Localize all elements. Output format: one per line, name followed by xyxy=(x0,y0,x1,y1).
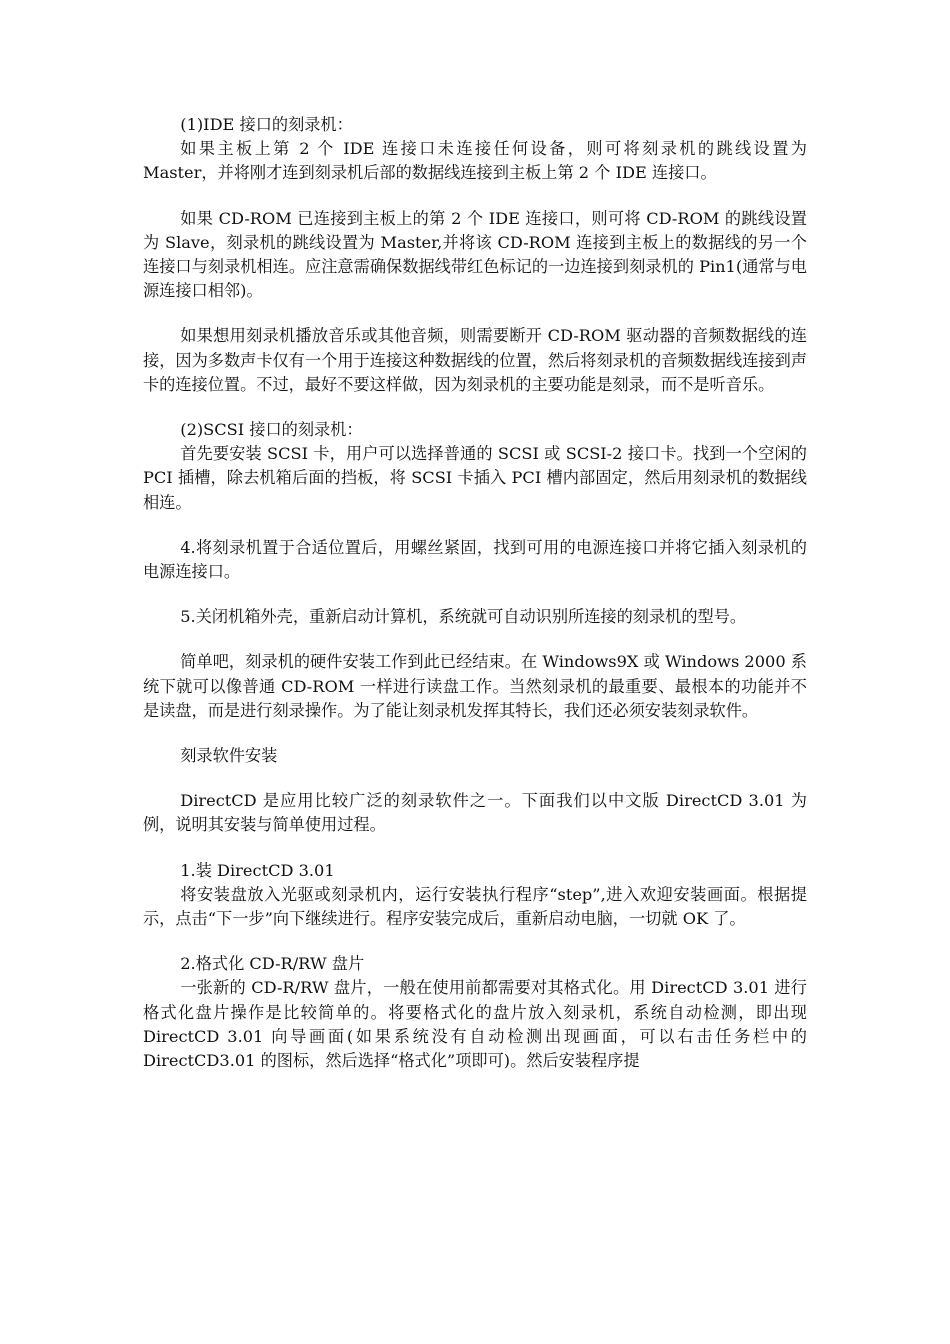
section-heading-install: 1.装 DirectCD 3.01 xyxy=(180,860,335,880)
paragraph-gap xyxy=(143,838,807,859)
paragraph-audio-cable: 如果想用刻录机播放音乐或其他音频，则需要断开 CD-ROM 驱动器的音频数据线的连接，因为多数声卡仅有一个用于连接这种数据线的位置，然后将刻录机的音频数据线连接到声卡的连接位置。不过，最好不要这样做，因为刻录机的主要功能是刻录，而不是听音乐。 xyxy=(143,326,807,394)
paragraph-step-5: 5.关闭机箱外壳，重新启动计算机，系统就可自动识别所连接的刻录机的型号。 xyxy=(180,607,747,627)
paragraph-gap xyxy=(143,768,807,789)
paragraph-gap xyxy=(143,584,807,605)
paragraph-gap xyxy=(143,186,807,207)
section-heading-software: 刻录软件安装 xyxy=(180,746,278,766)
paragraph-gap xyxy=(143,515,807,536)
document-page xyxy=(143,113,807,1073)
paragraph-gap xyxy=(143,629,807,650)
paragraph-install-steps: 将安装盘放入光驱或刻录机内，运行安装执行程序“step”,进入欢迎安装画面。根据提示，点击“下一步”向下继续进行。程序安装完成后，重新启动电脑，一切就 OK 了。 xyxy=(143,884,807,929)
paragraph-gap xyxy=(143,303,807,324)
section-heading-ide: (1)IDE 接口的刻录机： xyxy=(180,115,353,134)
paragraph-directcd-intro: DirectCD 是应用比较广泛的刻录软件之一。下面我们以中文版 DirectCD 3.01 为例，说明其安装与简单使用过程。 xyxy=(143,791,807,835)
paragraph-format-steps: 一张新的 CD-R/RW 盘片，一般在使用前都需要对其格式化。用 DirectCD 3.01 进行格式化盘片操作是比较简单的。将要格式化的盘片放入刻录机，系统自动检测，即出现 DirectCD 3.01 向导画面(如果系统没有自动检测出现画面，可以右击任务栏中的 DirectCD3.01 的图标，然后选择“格式化”项即可)。然后安装程序提 xyxy=(143,978,807,1071)
paragraph-ide-master: 如果主板上第 2 个 IDE 连接口未连接任何设备，则可将刻录机的跳线设置为 Master，并将刚才连到刻录机后部的数据线连接到主板上第 2 个 IDE 连接口。 xyxy=(143,139,807,183)
paragraph-gap xyxy=(143,723,807,744)
paragraph-cdrom-slave: 如果 CD-ROM 已连接到主板上的第 2 个 IDE 连接口，则可将 CD-ROM 的跳线设置为 Slave，刻录机的跳线设置为 Master,并将该 CD-ROM 连接到主板上的数据线的另一个连接口与刻录机相连。应注意需确保数据线带红色标记的一边连接到刻录机的 Pin1(通常与电源连接口相邻)。 xyxy=(143,208,807,301)
paragraph-hardware-done: 简单吧，刻录机的硬件安装工作到此已经结束。在 Windows9X 或 Windows 2000 系统下就可以像普通 CD-ROM 一样进行读盘工作。当然刻录机的最重要、最根本的功能并不是读盘，而是进行刻录操作。为了能让刻录机发挥其特长，我们还必须安装刻录软件。 xyxy=(143,652,807,720)
paragraph-gap xyxy=(143,931,807,952)
paragraph-step-4: 4.将刻录机置于合适位置后，用螺丝紧固，找到可用的电源连接口并将它插入刻录机的电源连接口。 xyxy=(143,537,807,582)
paragraph-scsi-card: 首先要安装 SCSI 卡，用户可以选择普通的 SCSI 或 SCSI-2 接口卡。找到一个空闲的 PCI 插槽，除去机箱后面的挡板，将 SCSI 卡插入 PCI 槽内部固定，然后用刻录机的数据线相连。 xyxy=(143,444,807,512)
section-heading-format: 2.格式化 CD-R/RW 盘片 xyxy=(180,954,365,974)
section-heading-scsi: (2)SCSI 接口的刻录机： xyxy=(180,420,363,440)
paragraph-gap xyxy=(143,397,807,418)
